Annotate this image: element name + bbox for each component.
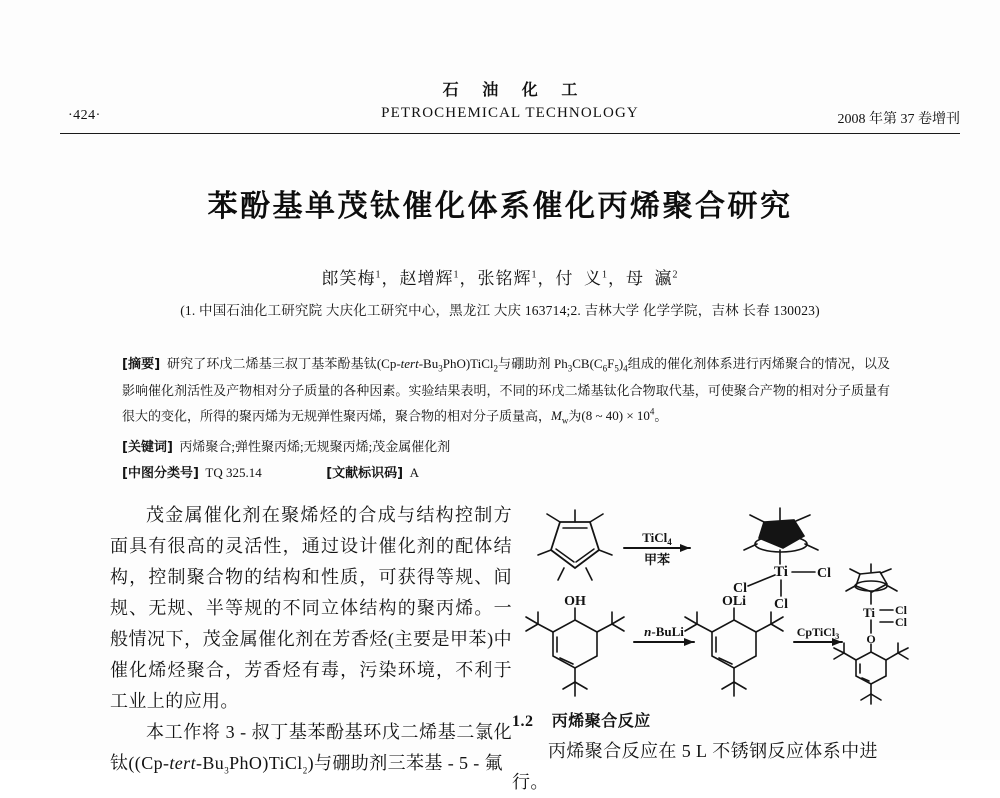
ti-atom-label-2: Ti xyxy=(862,605,876,620)
cl-atom-label-5: Cl xyxy=(895,615,907,629)
reaction-arrow-2 xyxy=(634,638,694,646)
o-atom-label: O xyxy=(866,632,876,646)
oh-group-label: OH xyxy=(564,594,586,609)
oli-group-label: OLi xyxy=(721,594,747,609)
keywords-row xyxy=(122,436,890,459)
reagent-ticl4-label: TiCl$_4$ xyxy=(642,530,672,547)
body-column-right xyxy=(512,500,912,700)
abstract-text: 研究了环戊二烯基三叔丁基苯酚基钛$(Cp-tert-Bu_3PhO)TiCl_2$与硼助剂 $Ph_3CB(C_6F_5)_4$组成的催化剂体系进行丙烯聚合的情况，以及影响催化剂活性及产物相对分子质量的各种因素。实验结果表明，不同的环戊二烯基钛化合物取代基，可使聚合产物的相对分子质量有很大的变化，所得的聚丙烯为无规弹性聚丙烯，聚合物的相对分子质量高，$M_w$为(8 ~ $40) \times 10^4$。 xyxy=(122,356,890,426)
reaction-scheme-figure xyxy=(512,500,912,700)
abstract-label: [摘要] xyxy=(122,357,161,372)
section-number: 1.2 xyxy=(512,713,534,730)
abstract-block xyxy=(122,353,890,484)
reagent-cpticl3-label: CpTiCl$_3$ xyxy=(796,625,840,641)
phenoxide-ring-oli xyxy=(685,608,783,696)
classification-value: TQ 325.14 xyxy=(205,464,262,480)
keywords-value: 丙烯聚合;弹性聚丙烯;无规聚丙烯;茂金属催化剂 xyxy=(179,439,451,455)
reaction-scheme-svg xyxy=(512,500,912,705)
cl-atom-label-1: Cl xyxy=(733,581,747,596)
author-names: 郎笑梅$^1$，赵增辉$^1$，张铭辉$^1$，付 义$^1$，母 瀛$^2$ xyxy=(321,269,679,288)
journal-title-en: PETROCHEMICAL TECHNOLOGY xyxy=(381,105,639,121)
section-title: 丙烯聚合反应 xyxy=(551,711,651,730)
issue-info: 2008 年第 37 卷增刊 xyxy=(837,112,960,127)
doc-code-value: A xyxy=(409,464,420,480)
ti-atom-label-1: Ti xyxy=(774,564,788,580)
body-paragraph-2: 本工作将 3 - 叔丁基苯酚基环戊二烯基二氯化钛$((Cp-tert-Bu_3PhO)TiCl_2)$与硼助剂三苯基 - 5 - 氟 xyxy=(110,722,512,776)
cl-atom-label-2: Cl xyxy=(817,566,831,581)
cl-atom-label-3: Cl xyxy=(774,597,788,612)
body-column-left xyxy=(110,500,512,787)
author-affiliation: (1. 中国石油化工研究院 大庆化工研究中心，黑龙江 大庆 163714;2. 吉林大学 化学学院，吉林 长春 130023) xyxy=(180,303,820,318)
reagent-toluene-label: 甲苯 xyxy=(643,553,671,568)
author-list xyxy=(0,264,1000,289)
abstract-paragraph xyxy=(122,353,890,432)
doc-code-label: [文献标识码] xyxy=(326,465,404,481)
section-heading xyxy=(512,708,912,731)
section-body: 丙烯聚合反应在 5 L 不锈钢反应体系中进行。 xyxy=(512,741,878,792)
body-paragraph-1: 茂金属催化剂在聚烯烃的合成与结构控制方面具有很高的灵活性，通过设计催化剂的配体结构，控制聚合物的结构和性质，可获得等规、间规、无规、半等规的不同立体结构的聚丙烯。一般情况下，茂金属催化剂在芳香烃(主要是甲苯)中催化烯烃聚合，芳香烃有毒，污染环境，不利于工业上的应用。 xyxy=(110,505,512,711)
page-title: 苯酚基单茂钛催化体系催化丙烯聚合研究 xyxy=(207,189,793,224)
cp-star-ti-cl3 xyxy=(744,508,818,596)
classification-label: [中图分类号] xyxy=(122,465,199,481)
running-head xyxy=(60,80,960,136)
journal-title-cn: 石 油 化 工 xyxy=(442,80,587,99)
reagent-nbuli-label: n-BuLi xyxy=(644,624,684,639)
header-rule xyxy=(60,133,960,134)
cp-star-ring xyxy=(538,510,612,580)
phenol-ring-oh xyxy=(526,608,624,696)
reaction-arrow-1 xyxy=(624,544,690,552)
journal-masthead xyxy=(60,80,960,124)
keywords-label: [关键词] xyxy=(122,440,173,456)
cl-atom-label-4: Cl xyxy=(895,603,907,617)
page-number: ·424· xyxy=(68,108,101,123)
classification-row xyxy=(122,462,890,485)
